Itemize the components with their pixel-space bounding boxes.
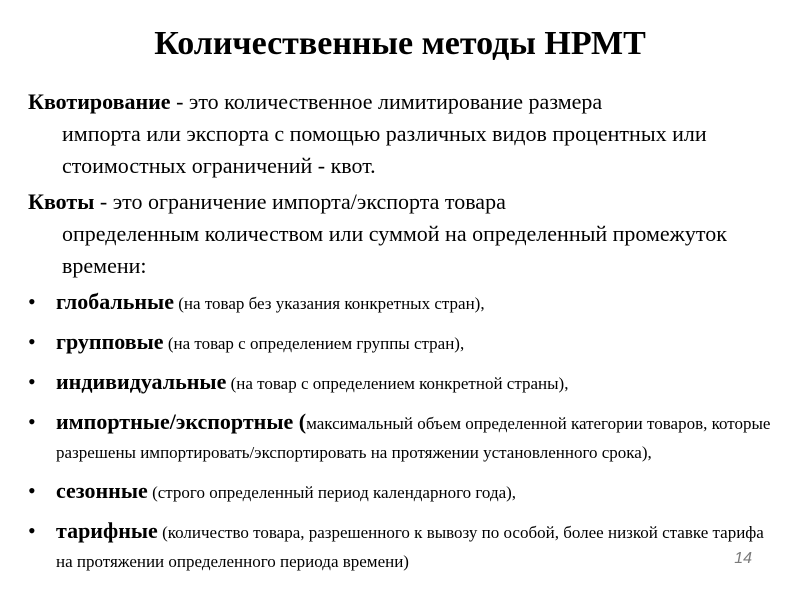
paragraph-quotas-definition bbox=[28, 186, 773, 282]
paragraph-text: - это количественное лимитирование размера bbox=[170, 89, 603, 114]
paragraph-text: - это ограничение импорта/экспорта товара bbox=[94, 189, 506, 214]
bullet-icon: • bbox=[28, 518, 36, 543]
paragraph-continuation: импорта или экспорта с помощью различных видов процентных или стоимостных ограничений - квот. bbox=[62, 121, 707, 178]
list-item-term: сезонные bbox=[56, 478, 148, 503]
list-item-term: индивидуальные bbox=[56, 369, 227, 394]
bullet-icon: • bbox=[28, 369, 36, 394]
paragraph-quota-definition bbox=[28, 86, 773, 182]
list-item bbox=[28, 368, 778, 397]
list-item-term: импортные/экспортные ( bbox=[56, 409, 307, 434]
list-item bbox=[28, 408, 778, 466]
list-item-term: групповые bbox=[56, 329, 164, 354]
list-item bbox=[28, 477, 778, 506]
list-item-desc: (количество товара, разрешенного к вывозу по особой, более низкой ставке тарифа на протяжении определенного периода времени) bbox=[56, 523, 764, 571]
list-item bbox=[28, 328, 778, 357]
list-item-desc: (на товар с определением группы стран), bbox=[163, 334, 465, 353]
list-item-desc: (строго определенный период календарного года), bbox=[147, 483, 517, 502]
list-item-desc: (на товар без указания конкретных стран), bbox=[174, 294, 485, 313]
slide-title: Количественные методы НРМТ bbox=[154, 25, 646, 62]
quota-types-list bbox=[28, 288, 778, 586]
list-item-desc: (на товар с определением конкретной страны), bbox=[226, 374, 569, 393]
term-kvotirovanie: Квотирование bbox=[28, 89, 171, 114]
list-item-term: тарифные bbox=[56, 518, 158, 543]
bullet-icon: • bbox=[28, 409, 36, 434]
list-item bbox=[28, 517, 778, 575]
list-item bbox=[28, 288, 778, 317]
paragraph-continuation: определенным количеством или суммой на определенный промежуток времени: bbox=[62, 221, 727, 278]
list-item-desc: максимальный объем определенной категории товаров, которые разрешены импортировать/экспортировать на протяжении установленного срока), bbox=[56, 414, 771, 462]
bullet-icon: • bbox=[28, 478, 36, 503]
bullet-icon: • bbox=[28, 329, 36, 354]
term-kvoty: Квоты bbox=[28, 189, 95, 214]
list-item-term: глобальные bbox=[56, 289, 175, 314]
bullet-icon: • bbox=[28, 289, 36, 314]
page-number: 14 bbox=[734, 550, 752, 567]
